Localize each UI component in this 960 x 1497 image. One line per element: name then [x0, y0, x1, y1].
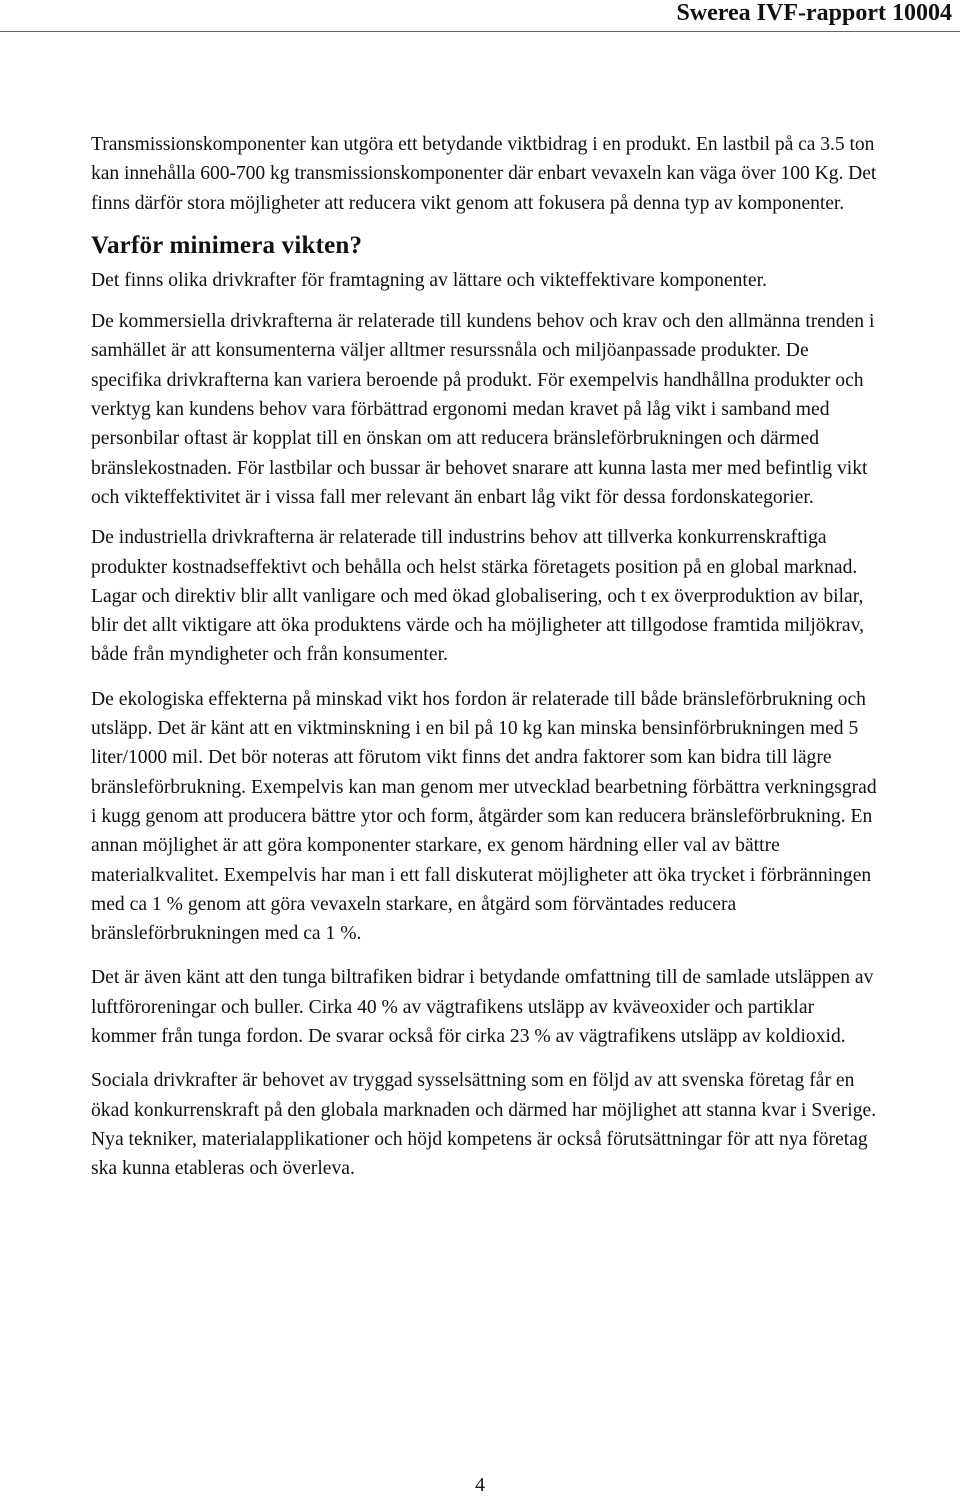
report-header-title: Swerea IVF-rapport 10004 [676, 0, 952, 26]
page-body [91, 130, 881, 1184]
paragraph-social-drivers: Sociala drivkrafter är behovet av tryggad sysselsättning som en följd av att svenska företag får en ökad konkurrenskraft på den globala marknaden och därmed har möjlighet att stanna kvar i Sverige. Nya tekniker, materialapplikationer och höjd kompetens är också förutsättningar för att nya företag ska kunna etableras och överleva. [91, 1070, 877, 1180]
paragraph-lead: Det finns olika drivkrafter för framtagning av lättare och vikteffektivare komponenter. [91, 269, 767, 291]
header-divider [0, 31, 960, 32]
paragraph-intro: Transmissionskomponenter kan utgöra ett betydande viktbidrag i en produkt. En lastbil på ca 3.5 ton kan innehålla 600-700 kg transmissionskomponenter där enbart vevaxeln kan väga över 100 Kg. Det finns därför stora möjligheter att reducera vikt genom att fokusera på denna typ av komponenter. [91, 134, 877, 214]
paragraph-industrial-drivers: De industriella drivkrafterna är relaterade till industrins behov att tillverka konkurrenskraftiga produkter kostnadseffektivt och behålla och helst stärka företagets position på en global marknad. Lagar och direktiv blir allt vanligare och med ökad globalisering, och t ex överproduktion av bilar, blir det allt viktigare att öka produktens värde och ha möjligheter att tillgodose framtida miljökrav, både från myndigheter och från konsumenter. [91, 527, 865, 666]
page-number: 4 [475, 1474, 485, 1496]
paragraph-commercial-drivers: De kommersiella drivkrafterna är relaterade till kundens behov och krav och den allmänna trenden i samhället är att konsumenterna väljer alltmer resurssnåla och miljöanpassade produkter. De specifika drivkrafterna kan variera beroende på produkt. För exempelvis handhållna produkter och verktyg kan kundens behov vara förbättrad ergonomi medan kravet på låg vikt i samband med personbilar oftast är kopplat till en önskan om att reducera bränsleförbrukningen och därmed bränslekostnaden. För lastbilar och bussar är behovet snarare att kunna lasta mer med befintlig vikt och vikteffektivitet är i vissa fall mer relevant än enbart låg vikt för dessa fordonskategorier. [91, 311, 875, 508]
section-heading: Varför minimera vikten? [91, 231, 363, 259]
paragraph-ecological-effects: De ekologiska effekterna på minskad vikt hos fordon är relaterade till både bränsleförbrukning och utsläpp. Det är känt att en viktminskning i en bil på 10 kg kan minska bensinförbrukningen med 5 liter/1000 mil. Det bör noteras att förutom vikt finns det andra faktorer som kan bidra till lägre bränsleförbrukning. Exempelvis kan man genom mer utvecklad bearbetning förbättra verkningsgrad i kugg genom att producera bättre ytor och form, åtgärder som kan reducera bränsleförbrukning. En annan möjlighet är att göra komponenter starkare, ex genom härdning eller val av bättre materialkvalitet. Exempelvis har man i ett fall diskuterat möjligheter att öka trycket i förbränningen med ca 1 % genom att göra vevaxeln starkare, en åtgärd som förväntades reducera bränsleförbrukningen med ca 1 %. [91, 688, 877, 945]
paragraph-emissions: Det är även känt att den tunga biltrafiken bidrar i betydande omfattning till de samlade utsläppen av luftföroreningar och buller. Cirka 40 % av vägtrafikens utsläpp av kväveoxider och partiklar kommer från tunga fordon. De svarar också för cirka 23 % av vägtrafikens utsläpp av koldioxid. [91, 967, 874, 1048]
